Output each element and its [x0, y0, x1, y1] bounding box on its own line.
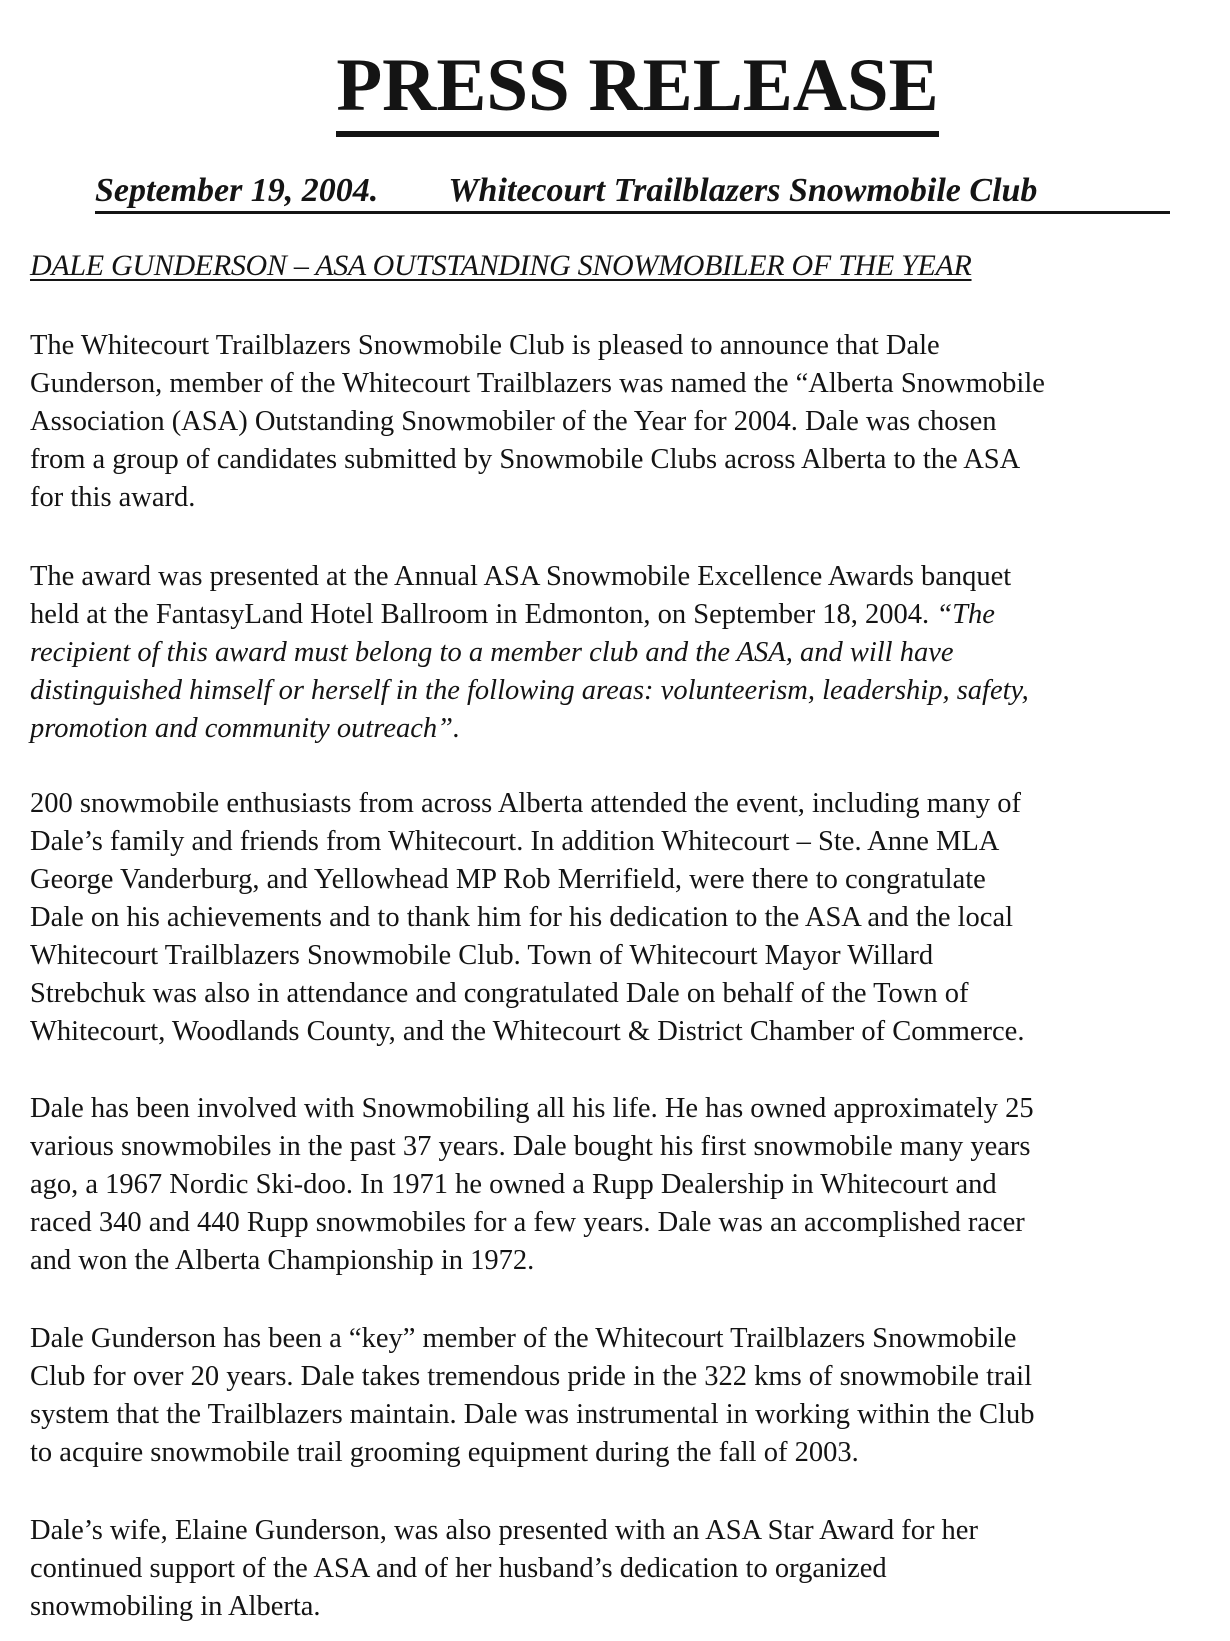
- dateline: [95, 172, 1170, 214]
- paragraph-line: for this award.: [30, 482, 196, 513]
- paragraph-line: system that the Trailblazers maintain. Dale was instrumental in working within the Club: [30, 1399, 1035, 1430]
- paragraph-line: Dale has been involved with Snowmobiling all his life. He has owned approximately 25: [30, 1093, 1034, 1124]
- paragraph-history: [30, 1090, 1225, 1280]
- paragraph-line: [30, 596, 1225, 634]
- paragraph-award-presentation: [30, 558, 1225, 748]
- paragraph-announcement: [30, 327, 1225, 517]
- headline: DALE GUNDERSON – ASA OUTSTANDING SNOWMOBILER OF THE YEAR: [30, 249, 972, 282]
- paragraph-line: The Whitecourt Trailblazers Snowmobile Club is pleased to announce that Dale: [30, 330, 940, 361]
- paragraph-line: Club for over 20 years. Dale takes tremendous pride in the 322 kms of snowmobile trail: [30, 1361, 1033, 1392]
- paragraph-line: 200 snowmobile enthusiasts from across Alberta attended the event, including many of: [30, 788, 1021, 819]
- paragraph-club-membership: [30, 1320, 1225, 1472]
- paragraph-line: Dale’s family and friends from Whitecourt. In addition Whitecourt – Ste. Anne MLA: [30, 826, 1000, 857]
- paragraph-line: Dale on his achievements and to thank him for his dedication to the ASA and the local: [30, 902, 1014, 933]
- paragraph-line: Dale’s wife, Elaine Gunderson, was also presented with an ASA Star Award for her: [30, 1515, 978, 1546]
- paragraph-attendance: [30, 785, 1225, 1051]
- paragraph-star-award: [30, 1512, 1225, 1626]
- paragraph-line: from a group of candidates submitted by Snowmobile Clubs across Alberta to the ASA: [30, 444, 1021, 475]
- paragraph-text: held at the FantasyLand Hotel Ballroom in Edmonton, on September 18, 2004.: [30, 599, 937, 630]
- paragraph-line: various snowmobiles in the past 37 years. Dale bought his first snowmobile many years: [30, 1131, 1031, 1162]
- award-criteria-quote: “The: [936, 599, 995, 630]
- paragraph-line: continued support of the ASA and of her husband’s dedication to organized: [30, 1553, 887, 1584]
- release-date: September 19, 2004.: [95, 172, 379, 209]
- document-title: [0, 44, 1230, 137]
- paragraph-line: snowmobiling in Alberta.: [30, 1591, 321, 1622]
- paragraph-line: to acquire snowmobile trail grooming equipment during the fall of 2003.: [30, 1437, 859, 1468]
- paragraph-line: and won the Alberta Championship in 1972.: [30, 1245, 535, 1276]
- paragraph-line: Strebchuk was also in attendance and congratulated Dale on behalf of the Town of: [30, 978, 969, 1009]
- paragraph-line: Gunderson, member of the Whitecourt Trailblazers was named the “Alberta Snowmobile: [30, 368, 1045, 399]
- paragraph-line: ago, a 1967 Nordic Ski-doo. In 1971 he owned a Rupp Dealership in Whitecourt and: [30, 1169, 997, 1200]
- award-criteria-quote: promotion and community outreach”.: [30, 713, 461, 744]
- paragraph-line: George Vanderburg, and Yellowhead MP Rob Merrifield, were there to congratulate: [30, 864, 986, 895]
- paragraph-line: The award was presented at the Annual ASA Snowmobile Excellence Awards banquet: [30, 561, 1012, 592]
- title-text: PRESS RELEASE: [336, 48, 938, 137]
- award-criteria-quote: distinguished himself or herself in the following areas: volunteerism, leadership, safety,: [30, 675, 1029, 706]
- paragraph-line: Whitecourt, Woodlands County, and the Whitecourt & District Chamber of Commerce.: [30, 1016, 1025, 1047]
- award-criteria-quote: recipient of this award must belong to a member club and the ASA, and will have: [30, 637, 954, 668]
- paragraph-line: Dale Gunderson has been a “key” member of the Whitecourt Trailblazers Snowmobile: [30, 1323, 1017, 1354]
- paragraph-line: Association (ASA) Outstanding Snowmobiler of the Year for 2004. Dale was chosen: [30, 406, 997, 437]
- paragraph-line: Whitecourt Trailblazers Snowmobile Club. Town of Whitecourt Mayor Willard: [30, 940, 934, 971]
- club-name: Whitecourt Trailblazers Snowmobile Club: [448, 172, 1038, 209]
- paragraph-line: raced 340 and 440 Rupp snowmobiles for a few years. Dale was an accomplished racer: [30, 1207, 1025, 1238]
